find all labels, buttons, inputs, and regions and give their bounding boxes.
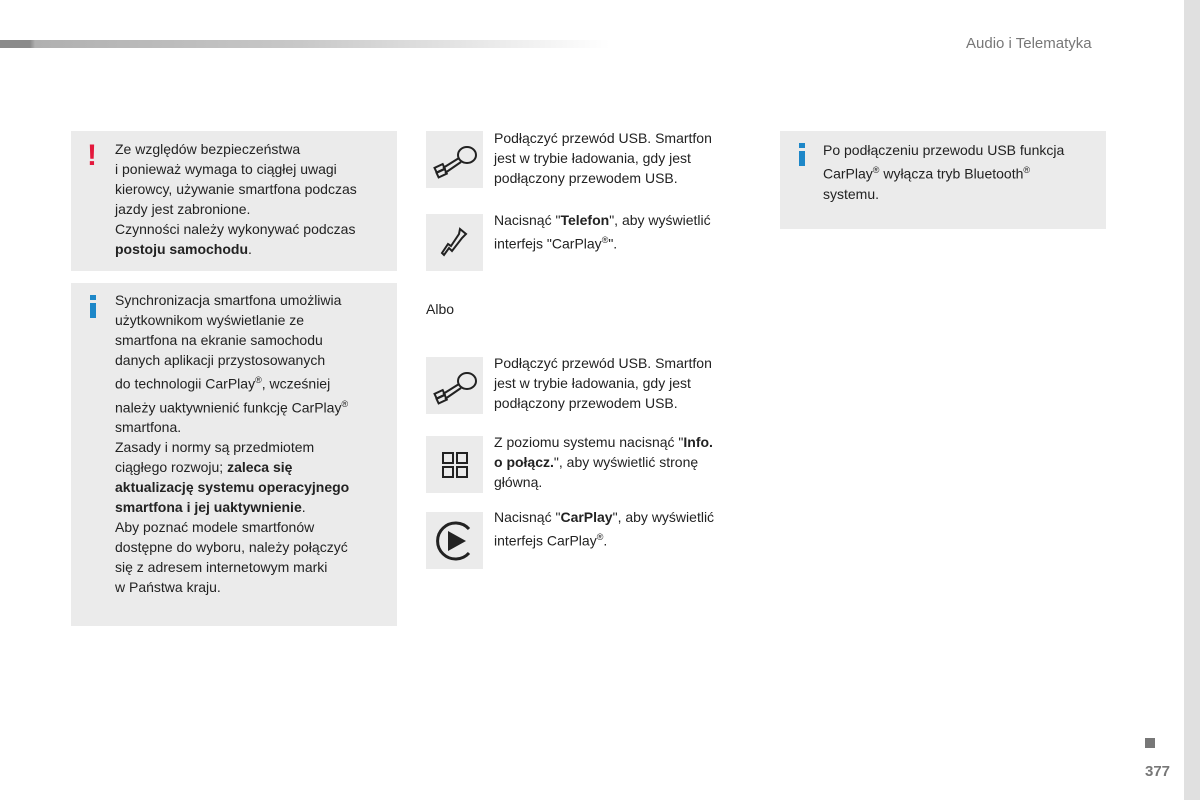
text-segment: jest w trybie ładowania, gdy jest	[494, 150, 691, 166]
text-line	[494, 472, 713, 492]
right-info-text	[823, 140, 1064, 204]
step-1-text	[494, 128, 712, 188]
text-line	[115, 239, 357, 259]
page-edge-strip	[1184, 0, 1200, 800]
bold-text: smartfona i jej uaktywnienie	[115, 499, 302, 516]
text-line	[115, 497, 349, 517]
usb-cable-icon	[426, 357, 483, 414]
step-2-text	[494, 210, 711, 254]
text-segment: ®	[601, 235, 609, 245]
text-segment: ", aby wyświetlić stronę	[553, 454, 699, 470]
text-segment: Czynności należy wykonywać podczas	[115, 221, 356, 237]
step-3-text	[494, 353, 712, 413]
text-segment: ", aby wyświetlić	[609, 212, 711, 228]
text-line	[115, 199, 357, 219]
text-line	[115, 457, 349, 477]
bold-text: o połącz.	[494, 454, 554, 470]
text-segment: Ze względów bezpieczeństwa	[115, 141, 301, 157]
text-segment: użytkownikom wyświetlanie ze	[115, 312, 305, 328]
text-line	[494, 393, 712, 413]
right-info-box	[780, 131, 1106, 229]
text-segment: ®	[255, 375, 262, 385]
text-segment: się z adresem internetowym marki	[115, 559, 328, 576]
text-segment: smartfona na ekranie samochodu	[115, 332, 323, 348]
text-segment: danych aplikacji przystosowanych	[115, 352, 326, 368]
text-segment: .	[248, 241, 252, 257]
text-line	[115, 537, 349, 557]
text-segment: i ponieważ wymaga to ciągłej uwagi	[115, 161, 337, 177]
text-segment: Z poziomu systemu nacisnąć "	[494, 434, 684, 450]
step-5-text	[494, 507, 714, 551]
text-segment: jest w trybie ładowania, gdy jest	[494, 375, 691, 391]
text-line	[494, 373, 712, 393]
warning-box	[71, 131, 397, 271]
text-segment: Po podłączeniu przewodu USB funkcja	[823, 142, 1065, 158]
bold-text: zaleca się	[227, 459, 293, 476]
section-title: Audio i Telematyka	[966, 35, 1092, 52]
warning-text	[115, 139, 357, 259]
text-line	[115, 139, 357, 159]
text-segment: ®	[872, 165, 880, 175]
text-line	[494, 452, 713, 472]
text-line	[823, 184, 1064, 204]
text-line	[115, 350, 349, 370]
usb-cable-icon	[426, 131, 483, 188]
exclamation-icon: !	[87, 139, 97, 172]
text-line	[494, 230, 711, 254]
text-line	[115, 290, 349, 310]
text-line	[115, 310, 349, 330]
text-segment: systemu.	[823, 185, 880, 202]
page-marker	[1145, 738, 1155, 748]
text-segment: interfejs "CarPlay	[494, 235, 602, 252]
text-line	[115, 370, 349, 394]
text-segment: ciągłego rozwoju;	[115, 459, 228, 476]
text-segment: ®	[596, 532, 604, 542]
bold-text: aktualizację systemu operacyjnego	[115, 479, 350, 496]
text-line	[494, 507, 714, 527]
text-segment: Zasady i normy są przedmiotem	[115, 439, 315, 456]
info-icon	[799, 143, 805, 166]
text-segment: , wcześniej	[261, 375, 331, 392]
text-line	[494, 148, 712, 168]
text-line	[823, 160, 1064, 184]
text-segment: ".	[608, 235, 618, 252]
bold-text: Telefon	[560, 212, 610, 228]
text-segment: smartfona.	[115, 419, 182, 436]
text-segment: główną.	[494, 474, 543, 490]
text-segment: dostępne do wyboru, należy połączyć	[115, 539, 348, 556]
text-segment: należy uaktywnienić funkcję CarPlay	[115, 399, 342, 416]
text-line	[115, 517, 349, 537]
text-segment: Nacisnąć "	[494, 212, 561, 228]
text-line	[494, 210, 711, 230]
text-line	[115, 417, 349, 437]
text-line	[494, 527, 714, 551]
text-segment: ®	[1023, 165, 1031, 175]
grid-icon	[426, 436, 483, 493]
text-segment: CarPlay	[823, 165, 873, 182]
text-segment: wyłącza tryb Bluetooth	[879, 165, 1024, 182]
text-segment: podłączony przewodem USB.	[494, 395, 678, 411]
text-segment: Podłączyć przewód USB. Smartfon	[494, 130, 712, 146]
info-box	[71, 283, 397, 626]
text-segment: ®	[341, 398, 349, 409]
header-bar	[0, 40, 610, 48]
text-line	[823, 140, 1064, 160]
text-line	[115, 394, 349, 418]
text-line	[115, 557, 349, 577]
carplay-icon	[426, 512, 483, 569]
text-segment: Synchronizacja smartfona umożliwia	[115, 292, 342, 308]
page-number: 377	[1145, 763, 1171, 780]
info-icon	[90, 295, 96, 318]
phone-icon	[426, 214, 483, 271]
info-text	[115, 290, 349, 597]
text-line	[494, 353, 712, 373]
text-segment: do technologii CarPlay	[115, 375, 256, 392]
text-segment: jazdy jest zabronione.	[115, 201, 251, 217]
text-segment: w Państwa kraju.	[115, 579, 221, 596]
text-segment: interfejs CarPlay	[494, 532, 597, 549]
text-segment: .	[301, 499, 306, 516]
bold-text: CarPlay	[560, 509, 613, 525]
text-segment: .	[603, 532, 608, 549]
text-segment: Aby poznać modele smartfonów	[115, 519, 315, 536]
text-line	[494, 432, 713, 452]
text-line	[115, 330, 349, 350]
text-segment: Podłączyć przewód USB. Smartfon	[494, 355, 712, 371]
text-segment: Nacisnąć "	[494, 509, 561, 525]
text-segment: kierowcy, używanie smartfona podczas	[115, 181, 357, 197]
bold-text: Info.	[683, 434, 713, 450]
bold-text: postoju samochodu	[115, 241, 248, 257]
text-line	[115, 577, 349, 597]
text-line	[494, 128, 712, 148]
text-line	[115, 159, 357, 179]
text-line	[494, 168, 712, 188]
albo-label: Albo	[426, 301, 455, 317]
text-segment: ", aby wyświetlić	[612, 509, 715, 525]
text-line	[115, 219, 357, 239]
step-4-text	[494, 432, 713, 492]
text-segment: podłączony przewodem USB.	[494, 170, 678, 186]
text-line	[115, 437, 349, 457]
text-line	[115, 477, 349, 497]
text-line	[115, 179, 357, 199]
